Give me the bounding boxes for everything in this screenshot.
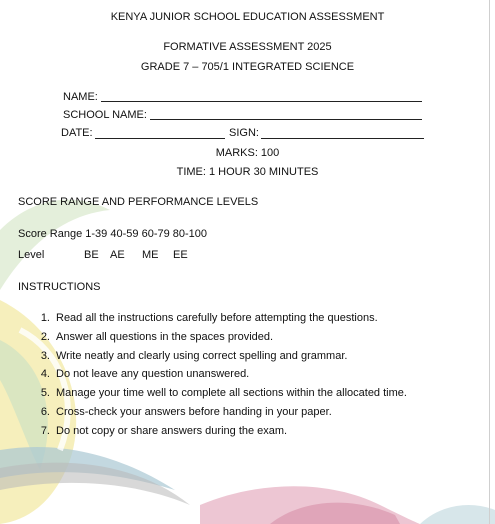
school-name-field[interactable] [150, 119, 422, 120]
list-item: 7. Do not copy or share answers during the exam. [40, 424, 288, 437]
level-1: BE [84, 249, 99, 261]
exam-title: FORMATIVE ASSESSMENT 2025 [163, 41, 332, 53]
level-2: AE [110, 249, 125, 261]
score-range-4: 80-100 [172, 228, 208, 240]
score-range-label: Score Range [18, 228, 83, 240]
list-item: 6. Cross-check your answers before handing in your paper. [40, 405, 332, 418]
level-3: ME [142, 249, 159, 261]
marks: MARKS: 100 [215, 147, 280, 159]
date-label: DATE: [61, 127, 93, 139]
level-label: Level [18, 249, 45, 261]
instructions-heading: INSTRUCTIONS [18, 281, 101, 293]
score-range-2: 40-59 [110, 228, 139, 240]
name-label: NAME: [63, 91, 98, 103]
score-heading: SCORE RANGE AND PERFORMANCE LEVELS [18, 196, 259, 208]
sign-label: SIGN: [229, 127, 259, 139]
sign-field[interactable] [261, 138, 424, 139]
score-range-1: 1-39 [85, 228, 108, 240]
duration: TIME: 1 HOUR 30 MINUTES [176, 166, 319, 178]
level-4: EE [173, 249, 188, 261]
score-range-row [18, 228, 207, 240]
list-item: 2. Answer all questions in the spaces provided. [40, 330, 274, 343]
paper-title: GRADE 7 – 705/1 INTEGRATED SCIENCE [140, 61, 355, 73]
name-field[interactable] [101, 101, 422, 102]
score-range-3: 60-79 [141, 228, 170, 240]
list-item: 3. Write neatly and clearly using correct spelling and grammar. [40, 349, 348, 362]
list-item: 4. Do not leave any question unanswered. [40, 368, 250, 381]
list-item: 5. Manage your time well to complete all sections within the allocated time. [40, 387, 407, 400]
date-field[interactable] [95, 138, 225, 139]
org-title: KENYA JUNIOR SCHOOL EDUCATION ASSESSMENT [110, 11, 385, 23]
instructions-list [14, 311, 407, 443]
school-name-label: SCHOOL NAME: [63, 109, 147, 121]
list-item: 1. Read all the instructions carefully before attempting the questions. [40, 312, 378, 324]
